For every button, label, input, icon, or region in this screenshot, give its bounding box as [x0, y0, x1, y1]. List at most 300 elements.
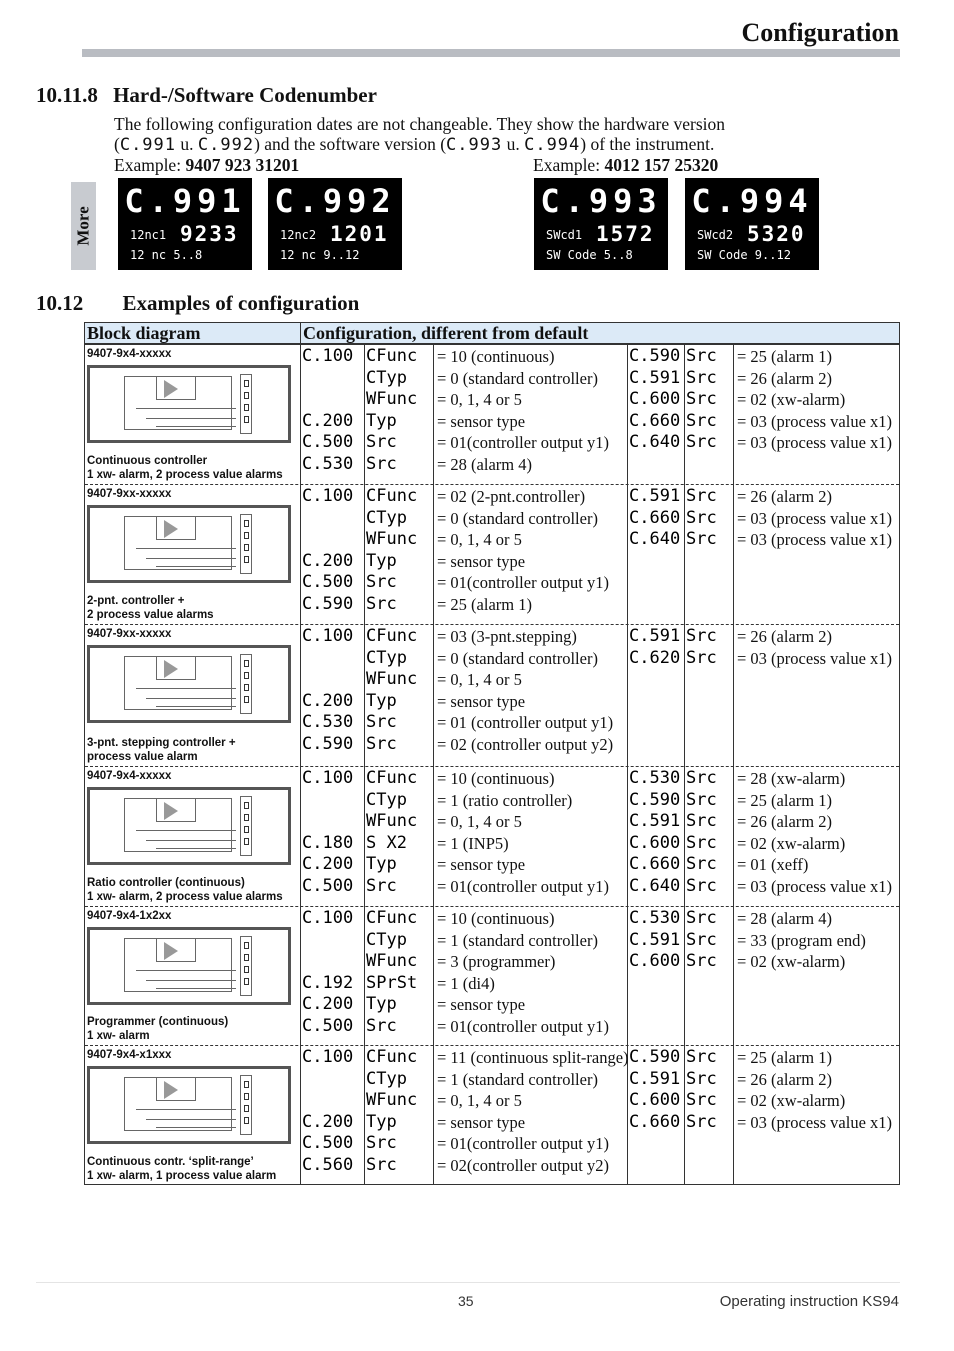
diagram-subblock: [156, 376, 196, 400]
parameter-value-column: [437, 346, 627, 475]
parameter-value: = 10 (continuous): [437, 347, 555, 366]
lcd-sub-label: SW Code 9..12: [697, 248, 791, 262]
parameter-value: = 02 (xw-alarm): [737, 390, 846, 409]
parameter-name: Src: [686, 1047, 717, 1067]
parameter-value: = 0 (standard controller): [437, 368, 598, 388]
config-code: C.192: [302, 972, 354, 993]
config-code: C.100: [302, 768, 354, 788]
block-description: [87, 876, 283, 904]
device-code: 9407-9xx-xxxxx: [87, 628, 172, 640]
config-code: C.640: [629, 529, 681, 549]
parameter-name: Src: [686, 507, 717, 528]
diagram-wire: [156, 1127, 236, 1128]
parameter-value: = 0, 1, 4 or 5: [437, 390, 522, 409]
table-row: [85, 1045, 899, 1185]
parameter-name: CFunc: [366, 626, 418, 646]
config-code: C.591: [629, 929, 681, 950]
parameter-name: Src: [366, 1015, 397, 1036]
config-code-column: [302, 346, 364, 475]
parameter-name: Typ: [366, 1111, 397, 1132]
parameter-value-column: [737, 1047, 899, 1133]
lcd-code: C.991: [124, 182, 246, 220]
parameter-name: CFunc: [366, 486, 418, 506]
diagram-wire: [156, 566, 236, 567]
parameter-name: Src: [686, 789, 717, 810]
parameter-value: = sensor type: [437, 995, 526, 1014]
parameter-name-column: [366, 486, 433, 615]
parameter-name: Src: [686, 647, 717, 668]
parameter-value: = 01(controller output y1): [437, 1016, 609, 1036]
parameter-name: Src: [366, 593, 397, 614]
parameter-value: = 26 (alarm 2): [737, 487, 832, 506]
parameter-name: WFunc: [366, 389, 418, 409]
config-code: [302, 930, 364, 952]
parameter-value: = 1 (ratio controller): [437, 790, 573, 810]
parameter-name: Src: [686, 367, 717, 388]
parameter-name: WFunc: [366, 1090, 418, 1110]
config-code: [302, 508, 364, 530]
parameter-value: = 02 (xw-alarm): [737, 833, 846, 853]
diagram-subblock: [156, 656, 196, 680]
config-code: C.590: [629, 789, 681, 810]
config-code: C.660: [629, 854, 681, 874]
code-c992: C.992: [197, 135, 255, 155]
parameter-name: Src: [686, 832, 717, 853]
lcd-sub-label: 12 nc 5..8: [130, 248, 203, 262]
parameter-value-column: [437, 908, 627, 1037]
parameter-value: = 25 (alarm 1): [437, 594, 532, 614]
lcd-label: 12nc1: [130, 228, 167, 242]
code-c993: C.993: [446, 135, 503, 155]
table-header: [85, 323, 899, 344]
lcd-label: 12nc2: [280, 228, 317, 242]
diagram-wire: [156, 848, 236, 849]
diagram-terminal-strip: [240, 374, 252, 434]
section-heading-examples: [36, 291, 359, 316]
diagram-subblock: [156, 516, 196, 540]
parameter-name: Src: [366, 733, 397, 754]
diagram-wire: [156, 706, 236, 707]
parameter-name-column: [366, 346, 433, 475]
parameter-value: = 03 (process value x1): [737, 876, 893, 896]
lcd-display-c993: [534, 178, 668, 270]
parameter-name: CFunc: [366, 768, 418, 788]
parameter-value: = 0, 1, 4 or 5: [437, 670, 522, 689]
block-description: [87, 1155, 276, 1183]
parameter-value: = 02 (2-pnt.controller): [437, 487, 586, 506]
parameter-name: Src: [686, 929, 717, 950]
parameter-value-column: [737, 768, 899, 897]
intro-text: (: [114, 134, 120, 154]
section-number: 10.12: [36, 291, 84, 315]
parameter-value: = 33 (program end): [737, 930, 866, 950]
header-block-diagram: Block diagram: [87, 323, 201, 343]
config-code: C.530: [302, 453, 354, 474]
parameter-value: = 0, 1, 4 or 5: [437, 1091, 522, 1110]
parameter-name: Src: [686, 1090, 717, 1110]
parameter-value-column: [437, 1047, 627, 1176]
parameter-value: = 01 (controller output y1): [437, 713, 614, 732]
config-code-column: [302, 908, 364, 1037]
parameter-value: = 02 (xw-alarm): [737, 1091, 846, 1110]
parameter-value: = 28 (alarm 4): [737, 909, 832, 928]
parameter-name: WFunc: [366, 669, 418, 689]
config-code-column: [302, 1047, 364, 1176]
parameter-value: = 25 (alarm 1): [737, 1048, 832, 1067]
config-code: C.590: [302, 733, 354, 754]
device-code: 9407-9x4-xxxxx: [87, 770, 172, 782]
header-configuration: Configuration, different from default: [303, 323, 589, 343]
parameter-value: = 28 (xw-alarm): [737, 769, 846, 788]
parameter-name: Src: [686, 768, 717, 788]
parameter-name: CTyp: [366, 929, 407, 950]
parameter-name-column: [686, 346, 733, 454]
parameter-value: = 25 (alarm 1): [737, 790, 832, 810]
lcd-display-c992: [268, 178, 402, 270]
parameter-name: WFunc: [366, 951, 418, 971]
description-line: 2 process value alarms: [87, 609, 214, 621]
block-description: [87, 1015, 228, 1043]
table-row: [85, 906, 899, 1045]
device-code: 9407-9x4-xxxxx: [87, 348, 172, 360]
section-number: 10.11.8: [36, 83, 98, 107]
parameter-name: Src: [366, 1133, 397, 1153]
description-line: 1 xw- alarm, 1 process value alarm: [87, 1170, 277, 1182]
parameter-name: CTyp: [366, 647, 407, 668]
parameter-value: = 03 (process value x1): [737, 530, 893, 549]
diagram-wire: [136, 408, 236, 409]
lcd-value: 5320: [747, 222, 806, 246]
parameter-value: = sensor type: [437, 411, 526, 431]
lcd-value: 1572: [596, 222, 655, 246]
description-line: Continuous contr. ‘split-range’: [87, 1156, 254, 1168]
parameter-value: = 26 (alarm 2): [737, 812, 832, 831]
table-row: [85, 766, 899, 906]
section-title: Hard-/Software Codenumber: [113, 83, 377, 107]
parameter-name-column: [686, 486, 733, 551]
config-code: C.100: [302, 1047, 354, 1067]
parameter-name: Typ: [366, 994, 397, 1014]
config-code: [302, 368, 364, 390]
parameter-value-column: [737, 486, 899, 551]
parameter-name: Typ: [366, 410, 397, 431]
parameter-name: Src: [366, 1154, 397, 1175]
table-row: [85, 624, 899, 766]
parameter-name: Typ: [366, 550, 397, 571]
config-code: [302, 648, 364, 670]
example-value: 4012 157 25320: [604, 155, 719, 175]
block-description: [87, 454, 283, 482]
description-line: 2-pnt. controller +: [87, 595, 185, 607]
parameter-name: CFunc: [366, 1047, 418, 1067]
parameter-value: = 03 (process value x1): [737, 433, 893, 452]
device-code: 9407-9x4-1x2xx: [87, 910, 172, 922]
parameter-value: = 26 (alarm 2): [737, 1069, 832, 1089]
config-code-column: [302, 626, 364, 755]
code-c991: C.991: [119, 135, 177, 155]
config-code-column: [629, 346, 684, 454]
parameter-name: CFunc: [366, 346, 418, 366]
diagram-wire: [136, 548, 236, 549]
parameter-value: = sensor type: [437, 855, 526, 874]
parameter-value: = 1 (standard controller): [437, 930, 598, 950]
parameter-value-column: [437, 768, 627, 897]
parameter-value: = 1 (standard controller): [437, 1069, 598, 1089]
parameter-name: Src: [366, 712, 397, 732]
config-code: C.500: [302, 875, 354, 896]
config-code: C.590: [629, 1047, 681, 1067]
section-title: Examples of configuration: [122, 291, 360, 315]
example-label: Example:: [533, 155, 605, 175]
parameter-value: = 03 (process value x1): [737, 648, 893, 668]
parameter-name: SPrSt: [366, 972, 418, 993]
intro-text: u.: [176, 134, 198, 154]
parameter-value-column: [737, 626, 899, 669]
config-code: C.600: [629, 832, 681, 853]
config-code: C.591: [629, 1068, 681, 1089]
config-code: C.100: [302, 486, 354, 506]
block-diagram-image: [87, 927, 291, 1005]
diagram-terminal-strip: [240, 654, 252, 714]
config-code: [302, 1090, 364, 1112]
diagram-wire: [146, 418, 236, 419]
block-diagram-image: [87, 645, 291, 723]
example-value: 9407 923 31201: [185, 155, 300, 175]
diagram-wire: [146, 980, 236, 981]
parameter-name: Src: [686, 854, 717, 874]
parameter-name: Src: [366, 875, 397, 896]
parameter-name-column: [686, 768, 733, 897]
parameter-value: = 01 (xeff): [737, 855, 809, 874]
block-description: [87, 594, 214, 622]
table-row: [85, 484, 899, 624]
header-bar: [82, 49, 900, 57]
config-code: [302, 389, 364, 411]
diagram-wire: [156, 426, 236, 427]
config-code: [302, 669, 364, 691]
config-code: C.600: [629, 1090, 681, 1110]
config-code: C.591: [629, 626, 681, 646]
diagram-terminal-strip: [240, 514, 252, 574]
lcd-display-c991: [118, 178, 252, 270]
parameter-name: Src: [686, 529, 717, 549]
config-code: C.660: [629, 410, 681, 431]
lcd-code: C.992: [274, 182, 396, 220]
description-line: 1 xw- alarm: [87, 1030, 150, 1042]
parameter-value: = 0, 1, 4 or 5: [437, 530, 522, 549]
config-code-column: [629, 768, 684, 897]
parameter-name: Src: [686, 951, 717, 971]
parameter-value: = 01(controller output y1): [437, 1134, 609, 1153]
parameter-value: = 03 (process value x1): [737, 1112, 893, 1132]
parameter-name: Src: [366, 432, 397, 452]
diagram-terminal-strip: [240, 1075, 252, 1135]
parameter-value: = 10 (continuous): [437, 769, 555, 788]
parameter-name: Src: [686, 875, 717, 896]
config-code: C.200: [302, 854, 354, 874]
parameter-name: Src: [366, 453, 397, 474]
lcd-code: C.994: [691, 182, 813, 220]
diagram-terminal-strip: [240, 936, 252, 996]
lcd-label: SWcd2: [697, 228, 734, 242]
config-code-column: [629, 486, 684, 551]
more-tab[interactable]: [71, 182, 96, 270]
parameter-name: CTyp: [366, 507, 407, 528]
diagram-wire: [136, 970, 236, 971]
parameter-name-column: [686, 908, 733, 973]
diagram-wire: [146, 840, 236, 841]
parameter-name-column: [366, 908, 433, 1037]
diagram-wire: [146, 1119, 236, 1120]
parameter-name-column: [366, 626, 433, 755]
diagram-terminal-strip: [240, 796, 252, 856]
parameter-name: Src: [686, 486, 717, 506]
intro-text: ) of the instrument.: [580, 134, 715, 154]
parameter-value: = 03 (process value x1): [737, 508, 893, 528]
config-code: [302, 790, 364, 812]
lcd-sub-label: 12 nc 9..12: [280, 248, 360, 262]
config-code-column: [629, 1047, 684, 1133]
block-diagram-image: [87, 365, 291, 443]
config-code: C.200: [302, 994, 354, 1014]
config-code-column: [629, 626, 684, 669]
config-code: C.591: [629, 811, 681, 831]
parameter-value: = 02(controller output y2): [437, 1155, 609, 1175]
parameter-value: = 03 (3-pnt.stepping): [437, 627, 577, 646]
parameter-name: Src: [686, 626, 717, 646]
config-code: C.500: [302, 572, 354, 592]
intro-line-2: [114, 134, 714, 155]
parameter-value: = 02 (xw-alarm): [737, 952, 846, 971]
diagram-wire: [146, 558, 236, 559]
description-line: Ratio controller (continuous): [87, 877, 245, 889]
config-code: C.200: [302, 550, 354, 571]
intro-text: u.: [502, 134, 525, 154]
parameter-value: = 25 (alarm 1): [737, 347, 832, 366]
description-line: 1 xw- alarm, 2 process value alarms: [87, 469, 283, 481]
config-code: C.591: [629, 367, 681, 388]
config-table: [84, 322, 900, 1185]
lcd-code: C.993: [540, 182, 662, 220]
parameter-value: = 01(controller output y1): [437, 876, 609, 896]
config-code: C.640: [629, 875, 681, 896]
config-code: C.200: [302, 410, 354, 431]
section-heading-codenumber: [36, 83, 377, 108]
parameter-name: Src: [686, 410, 717, 431]
parameter-value: = 11 (continuous split-range): [437, 1048, 629, 1067]
lcd-label: SWcd1: [546, 228, 583, 242]
parameter-name: Src: [686, 908, 717, 928]
intro-text: ) and the software version (: [254, 134, 447, 154]
device-code: 9407-9x4-x1xxx: [87, 1049, 172, 1061]
config-code: C.530: [302, 712, 354, 732]
parameter-name: CTyp: [366, 367, 407, 388]
parameter-value: = 10 (continuous): [437, 909, 555, 928]
block-diagram-image: [87, 787, 291, 865]
parameter-value: = 01(controller output y1): [437, 573, 609, 592]
parameter-value: = 0, 1, 4 or 5: [437, 812, 522, 831]
config-code: C.100: [302, 908, 354, 928]
device-code: 9407-9xx-xxxxx: [87, 488, 172, 500]
lcd-display-c994: [685, 178, 819, 270]
parameter-value: = sensor type: [437, 691, 526, 711]
diagram-wire: [136, 830, 236, 831]
config-code: C.660: [629, 1111, 681, 1132]
description-line: Continuous controller: [87, 455, 208, 467]
config-code: C.620: [629, 647, 681, 668]
lcd-sub-label: SW Code 5..8: [546, 248, 633, 262]
parameter-value: = 26 (alarm 2): [737, 627, 832, 646]
parameter-name: CTyp: [366, 1068, 407, 1089]
config-code: C.660: [629, 507, 681, 528]
description-line: 3-pnt. stepping controller +: [87, 737, 236, 749]
config-code: C.500: [302, 1133, 354, 1153]
parameter-name: WFunc: [366, 811, 418, 831]
config-code: C.530: [629, 768, 681, 788]
parameter-name: Src: [686, 811, 717, 831]
parameter-value: = 1 (di4): [437, 973, 495, 993]
parameter-name: Src: [686, 389, 717, 409]
parameter-value: = sensor type: [437, 551, 526, 571]
parameter-value: = 0 (standard controller): [437, 648, 598, 668]
config-code: [302, 1069, 364, 1091]
parameter-value: = 03 (process value x1): [737, 411, 893, 431]
block-diagram-image: [87, 505, 291, 583]
config-code: C.100: [302, 626, 354, 646]
parameter-name: S X2: [366, 832, 407, 853]
config-code: C.200: [302, 1111, 354, 1132]
parameter-value-column: [437, 486, 627, 615]
config-code: C.640: [629, 432, 681, 452]
config-code-column: [302, 486, 364, 615]
config-code-column: [629, 908, 684, 973]
parameter-name: Src: [686, 1068, 717, 1089]
more-label: More: [73, 206, 93, 246]
diagram-wire: [156, 988, 236, 989]
config-code: C.590: [302, 593, 354, 614]
config-code: C.100: [302, 346, 354, 366]
parameter-value: = 01(controller output y1): [437, 433, 609, 452]
config-code: [302, 951, 364, 973]
parameter-name: Src: [366, 572, 397, 592]
parameter-name: Src: [686, 1111, 717, 1132]
config-code: C.500: [302, 432, 354, 452]
lcd-value: 1201: [330, 222, 389, 246]
config-code: C.600: [629, 951, 681, 971]
config-code: C.600: [629, 389, 681, 409]
page-number: 35: [458, 1293, 474, 1309]
description-line: process value alarm: [87, 751, 198, 763]
parameter-name: CFunc: [366, 908, 418, 928]
parameter-name: Typ: [366, 854, 397, 874]
config-code: [302, 811, 364, 833]
block-description: [87, 736, 236, 764]
parameter-value: = 02 (controller output y2): [437, 734, 614, 754]
parameter-name-column: [686, 626, 733, 669]
parameter-value-column: [437, 626, 627, 755]
parameter-value: = 3 (programmer): [437, 952, 556, 971]
parameter-name-column: [366, 1047, 433, 1176]
parameter-name-column: [366, 768, 433, 897]
diagram-wire: [136, 688, 236, 689]
parameter-name: CTyp: [366, 789, 407, 810]
diagram-subblock: [156, 938, 196, 962]
page-header-title: Configuration: [741, 18, 899, 47]
parameter-value: = sensor type: [437, 1112, 526, 1132]
parameter-name-column: [686, 1047, 733, 1133]
config-code: C.590: [629, 346, 681, 366]
description-line: 1 xw- alarm, 2 process value alarms: [87, 891, 283, 903]
